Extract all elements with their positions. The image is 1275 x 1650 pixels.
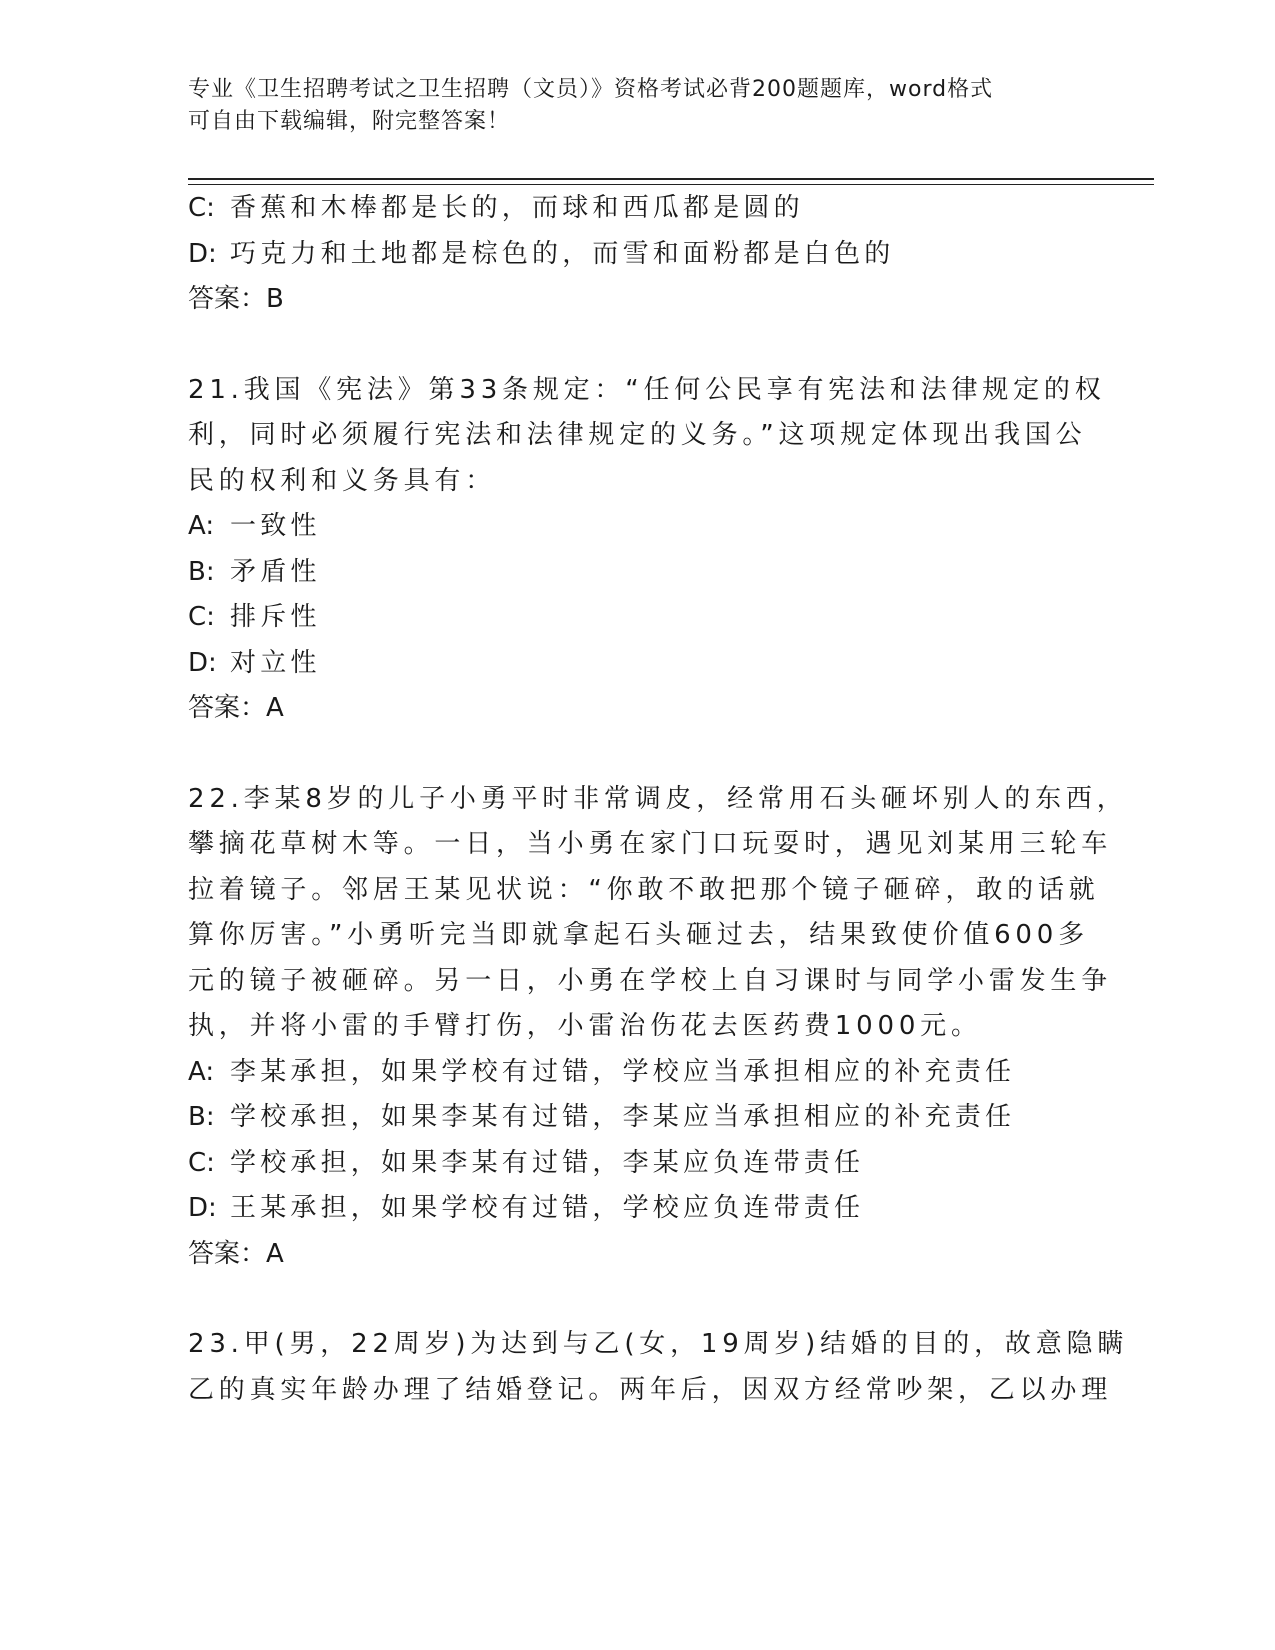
question-stem-line: 22.李某8岁的儿子小勇平时非常调皮，经常用石头砸坏别人的东西，	[188, 783, 1128, 814]
question-stem-line: 执，并将小雷的手臂打伤，小雷治伤花去医药费1000元。	[188, 1011, 982, 1041]
option-c	[188, 186, 1088, 232]
option-key: B:	[188, 556, 215, 587]
question-21	[188, 368, 1106, 732]
question-stem-line: 算你厉害。”小勇听完当即就拿起石头砸过去，结果致使价值600多	[188, 920, 1089, 950]
question-stem-line: 元的镜子被砸碎。另一日，小勇在学校上自习课时与同学小雷发生争	[188, 965, 1113, 996]
option-key: D:	[188, 647, 217, 678]
question-23	[188, 1322, 1129, 1413]
answer-line: 答案：A	[188, 1238, 284, 1269]
question-stem-line: 23.甲(男，22周岁)为达到与乙(女，19周岁)结婚的目的，故意隐瞒	[188, 1329, 1129, 1359]
question-stem-line: 乙的真实年龄办理了结婚登记。两年后，因双方经常吵架，乙以办理	[188, 1374, 1113, 1405]
option-a	[188, 1050, 1088, 1096]
option-text: 香蕉和木棒都是长的，而球和西瓜都是圆的	[230, 193, 804, 223]
question-22	[188, 777, 1128, 1278]
option-key: D:	[188, 238, 217, 269]
option-text: 学校承担，如果李某有过错，李某应负连带责任	[230, 1147, 865, 1178]
page-header	[188, 74, 1088, 138]
question-stem-line: 21.我国《宪法》第33条规定：“任何公民享有宪法和法律规定的权	[188, 374, 1106, 405]
option-key: D:	[188, 1193, 217, 1223]
header-divider	[188, 178, 1154, 180]
question-stem-line: 攀摘花草树木等。一日，当小勇在家门口玩耍时，遇见刘某用三轮车	[188, 829, 1113, 859]
header-divider-thin	[188, 184, 1154, 185]
option-key: A:	[188, 1056, 215, 1087]
option-key: C:	[188, 1147, 215, 1178]
option-key: C:	[188, 193, 215, 223]
option-key: B:	[188, 1102, 215, 1132]
option-c	[188, 595, 1088, 641]
option-b	[188, 1095, 1088, 1141]
option-a	[188, 504, 1088, 550]
question-stem-line: 拉着镜子。邻居王某见状说：“你敢不敢把那个镜子砸碎，敢的话就	[188, 874, 1100, 905]
option-key: A:	[188, 511, 215, 541]
option-text: 一致性	[230, 511, 321, 541]
option-text: 王某承担，如果学校有过错，学校应负连带责任	[230, 1193, 865, 1223]
header-line-2: 可自由下载编辑，附完整答案！	[188, 109, 511, 134]
question-continued	[188, 186, 1088, 323]
document-body	[188, 186, 1129, 1413]
answer-line: 答案：A	[188, 693, 284, 723]
option-key: C:	[188, 602, 215, 632]
option-text: 矛盾性	[230, 556, 321, 587]
option-d	[188, 232, 1088, 278]
option-text: 巧克力和土地都是棕色的，而雪和面粉都是白色的	[230, 238, 895, 269]
header-line-1: 专业《卫生招聘考试之卫生招聘（文员）》资格考试必背200题题库，word格式	[188, 77, 994, 102]
option-text: 学校承担，如果李某有过错，李某应当承担相应的补充责任	[230, 1102, 1016, 1132]
option-text: 对立性	[230, 647, 321, 678]
option-c	[188, 1141, 1088, 1187]
question-stem-line: 利，同时必须履行宪法和法律规定的义务。”这项规定体现出我国公	[188, 420, 1087, 450]
option-d	[188, 641, 1088, 687]
option-b	[188, 550, 1088, 596]
question-stem-line: 民的权利和义务具有：	[188, 465, 497, 496]
option-text: 排斥性	[230, 602, 321, 632]
option-d	[188, 1186, 1088, 1232]
answer-line: 答案：B	[188, 284, 284, 314]
option-text: 李某承担，如果学校有过错，学校应当承担相应的补充责任	[230, 1056, 1016, 1087]
